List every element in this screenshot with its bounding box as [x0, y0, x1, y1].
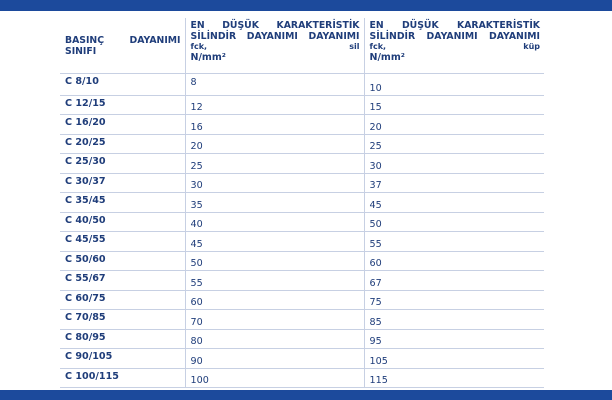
header-col3-text: EN DÜŞÜK KARAKTERİSTİK SİLİNDİR DAYANIMI DAYANIMI: [369, 20, 540, 42]
cube-strength-cell: 30: [364, 154, 544, 174]
cube-strength-cell: 105: [364, 349, 544, 369]
cube-strength-cell: 67: [364, 271, 544, 291]
table-row: [60, 271, 544, 291]
header-col3-symbol-line: [370, 42, 541, 52]
grade-cell: C 70/85: [60, 310, 185, 330]
concrete-strength-table: [60, 18, 544, 388]
cylinder-strength-cell: 12: [185, 95, 364, 115]
header-col2-unit: N/mm²: [190, 52, 226, 63]
grade-cell: C 60/75: [60, 290, 185, 310]
cube-strength-cell: 37: [364, 173, 544, 193]
cube-strength-cell: 50: [364, 212, 544, 232]
cube-strength-cell: 95: [364, 329, 544, 349]
table-body: [60, 74, 544, 388]
grade-cell: C 100/115: [60, 368, 185, 388]
header-cube-strength: [364, 18, 544, 74]
header-cylinder-strength: [185, 18, 364, 74]
table-row: [60, 232, 544, 252]
grade-cell: C 80/95: [60, 329, 185, 349]
table-row: [60, 154, 544, 174]
cylinder-strength-cell: 50: [185, 251, 364, 271]
cylinder-strength-cell: 70: [185, 310, 364, 330]
cube-strength-cell: 25: [364, 134, 544, 154]
cylinder-strength-cell: 35: [185, 193, 364, 213]
header-col3-subscript: küp: [523, 42, 540, 51]
cube-strength-cell: 10: [364, 74, 544, 96]
cube-strength-cell: 15: [364, 95, 544, 115]
cylinder-strength-cell: 45: [185, 232, 364, 252]
cylinder-strength-cell: 16: [185, 115, 364, 135]
grade-cell: C 20/25: [60, 134, 185, 154]
header-col3-unit: N/mm²: [369, 52, 405, 63]
table-row: [60, 368, 544, 388]
cylinder-strength-cell: 25: [185, 154, 364, 174]
cube-strength-cell: 60: [364, 251, 544, 271]
grade-cell: C 25/30: [60, 154, 185, 174]
header-col3-symbol: fck,: [369, 42, 387, 51]
header-col2-symbol: fck,: [190, 42, 208, 51]
header-compressive-strength-class: [60, 18, 185, 74]
cube-strength-cell: 45: [364, 193, 544, 213]
cylinder-strength-cell: 90: [185, 349, 364, 369]
table-row: [60, 290, 544, 310]
cube-strength-cell: 115: [364, 368, 544, 388]
cylinder-strength-cell: 20: [185, 134, 364, 154]
table-header-row: [60, 18, 544, 74]
header-col1-text: BASINÇ DAYANIMI SINIFI: [65, 35, 181, 57]
table-row: [60, 193, 544, 213]
grade-cell: C 12/15: [60, 95, 185, 115]
bottom-accent-bar: [0, 390, 612, 400]
grade-cell: C 45/55: [60, 232, 185, 252]
table-row: [60, 74, 544, 96]
grade-cell: C 90/105: [60, 349, 185, 369]
header-col2-symbol-line: [191, 42, 360, 52]
grade-cell: C 8/10: [60, 74, 185, 96]
cylinder-strength-cell: 30: [185, 173, 364, 193]
cylinder-strength-cell: 80: [185, 329, 364, 349]
table-row: [60, 95, 544, 115]
cylinder-strength-cell: 55: [185, 271, 364, 291]
table-row: [60, 173, 544, 193]
table-row: [60, 329, 544, 349]
cube-strength-cell: 75: [364, 290, 544, 310]
grade-cell: C 16/20: [60, 115, 185, 135]
cylinder-strength-cell: 100: [185, 368, 364, 388]
grade-cell: C 50/60: [60, 251, 185, 271]
top-accent-bar: [0, 0, 612, 11]
table-row: [60, 134, 544, 154]
table-row: [60, 115, 544, 135]
grade-cell: C 35/45: [60, 193, 185, 213]
table-row: [60, 310, 544, 330]
grade-cell: C 40/50: [60, 212, 185, 232]
table-row: [60, 349, 544, 369]
cylinder-strength-cell: 40: [185, 212, 364, 232]
cylinder-strength-cell: 8: [185, 74, 364, 96]
table-row: [60, 212, 544, 232]
cube-strength-cell: 85: [364, 310, 544, 330]
grade-cell: C 30/37: [60, 173, 185, 193]
grade-cell: C 55/67: [60, 271, 185, 291]
cylinder-strength-cell: 60: [185, 290, 364, 310]
header-col2-text: EN DÜŞÜK KARAKTERİSTİK SİLİNDİR DAYANIMI DAYANIMI: [190, 20, 360, 42]
cube-strength-cell: 55: [364, 232, 544, 252]
table-row: [60, 251, 544, 271]
header-col2-subscript: sil: [349, 42, 360, 51]
cube-strength-cell: 20: [364, 115, 544, 135]
